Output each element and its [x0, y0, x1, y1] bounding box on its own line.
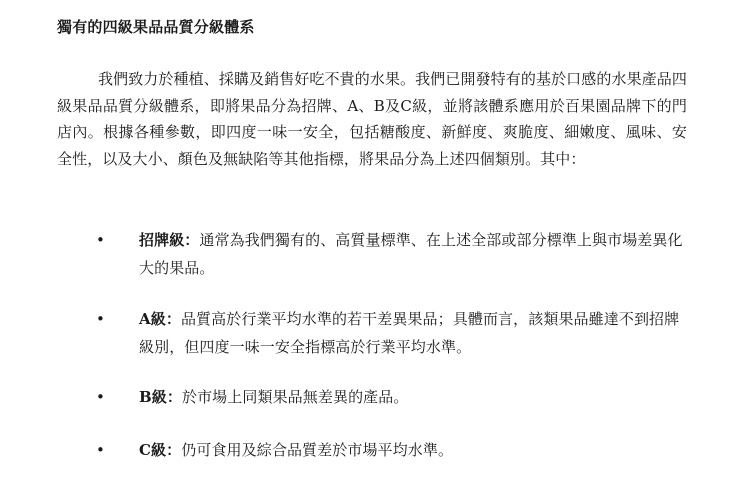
grade-description: 品質高於行業平均水準的若干差異果品；具體而言，該類果品雖達不到招牌級別，但四度一味一安全指標高於行業平均水準。 — [139, 310, 680, 356]
bullet-icon: • — [96, 388, 105, 406]
intro-paragraph: 我們致力於種植、採購及銷售好吃不貴的水果。我們已開發特有的基於口感的水果產品四級果品品質分級體系，即將果品分為招牌、A、B及C級，並將該體系應用於百果園品牌下的門店內。根據各種參數，即四度一味一安全，包括糖酸度、新鮮度、爽脆度、細嫩度、風味、安全性，以及大小、顏色及無缺陷等其他指標，將果品分為上述四個類別。其中： — [57, 70, 687, 168]
grade-description: 仍可食用及綜合品質差於市場平均水準。 — [181, 441, 454, 459]
bullet-icon: • — [96, 441, 105, 459]
grade-text — [139, 383, 687, 411]
bullet-icon: • — [96, 231, 105, 249]
grade-text — [139, 226, 687, 282]
section-heading: 獨有的四級果品品質分級體系 — [57, 18, 255, 36]
grade-term: A級： — [139, 310, 181, 328]
grade-term: C級： — [139, 441, 182, 459]
bullet-icon: • — [96, 310, 105, 328]
grade-description: 通常為我們獨有的、高質量標準、在上述全部或部分標準上與市場差異化大的果品。 — [139, 231, 683, 277]
grade-text — [139, 305, 687, 361]
grade-text — [139, 436, 687, 464]
grade-term: B級： — [139, 388, 182, 406]
grade-term: 招牌級： — [139, 231, 200, 249]
grade-description: 於市場上同類果品無差異的產品。 — [181, 388, 409, 406]
